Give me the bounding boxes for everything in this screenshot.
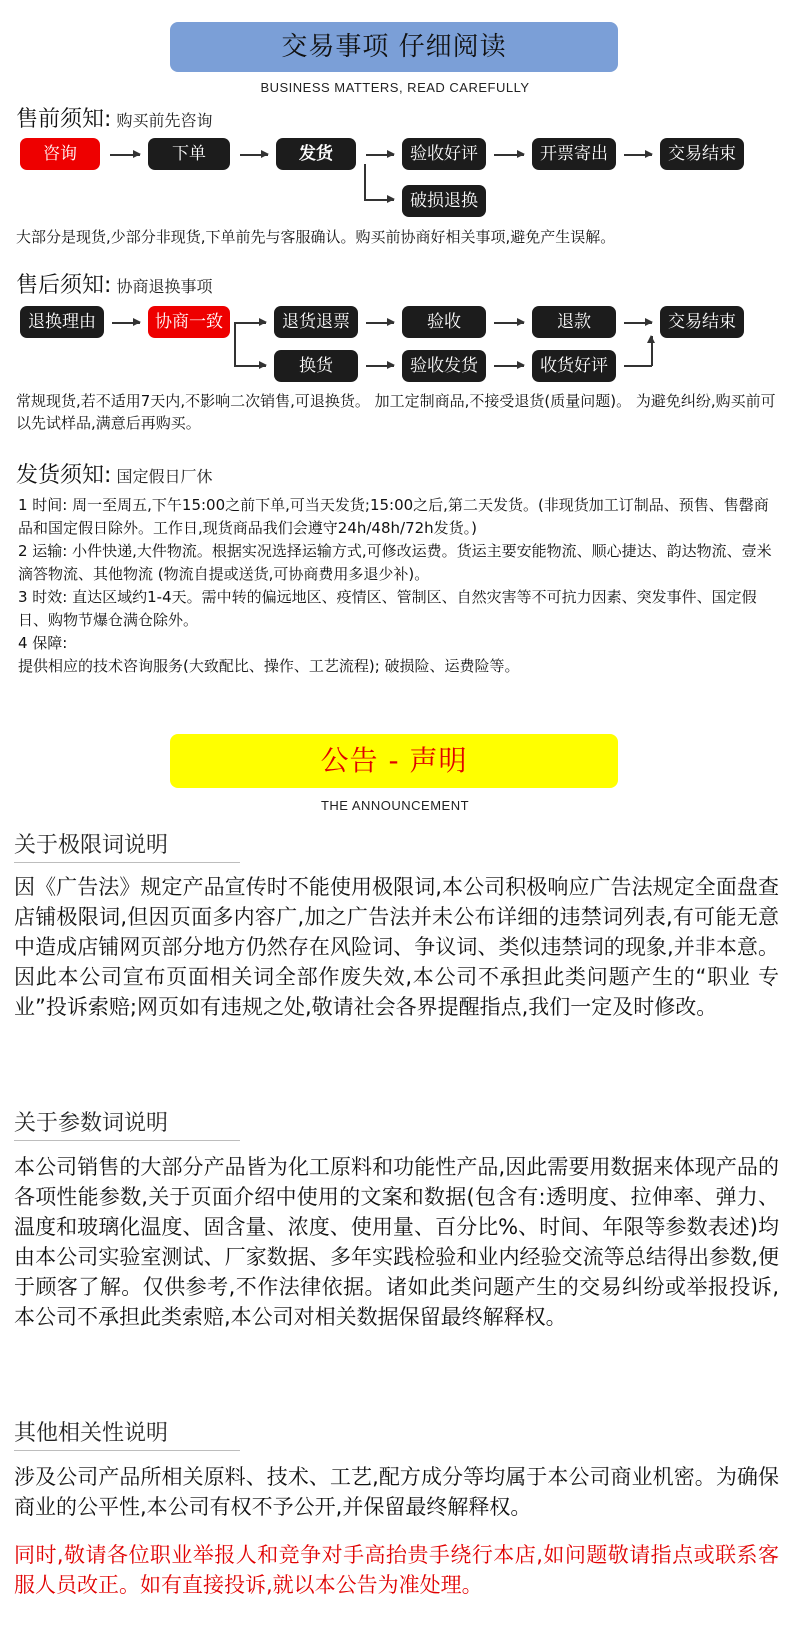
section-heading-extreme-words: 关于极限词说明 [14,833,169,858]
step-exchange: 换货 [274,350,358,382]
shipping-item-transport: 2 运输: 小件快递,大件物流。根据实况选择运输方式,可修改运费。货运主要安能物流、顺心捷达、韵达物流、壹米滴答物流、其他物流 (物流自提或送货,可协商费用多退少补)。 [18,542,772,583]
step-return-refund: 退货退票 [274,306,358,338]
step-consult: 咨询 [20,138,100,170]
branch-line [364,164,366,200]
branch-line [234,322,236,366]
arrow-right-icon [366,365,394,367]
aftersale-subheading: 协商退换事项 [116,277,213,296]
divider [14,1140,240,1141]
announcement-subtitle: THE ANNOUNCEMENT [320,798,470,813]
arrow-up-icon [651,336,653,366]
shipping-item-guarantee: 4 保障: [18,634,68,652]
step-invoice: 开票寄出 [532,138,616,170]
section-heading-parameters: 关于参数词说明 [14,1111,169,1136]
arrow-right-icon [110,154,140,156]
arrow-right-icon [366,322,394,324]
arrow-right-icon [240,154,268,156]
arrow-right-icon [236,322,266,324]
divider [14,862,240,863]
shipping-heading-row [16,458,213,489]
announcement-title: 公告 - 声明 [320,744,468,777]
divider [14,1450,240,1451]
section-body-other: 涉及公司产品所相关原料、技术、工艺,配方成分等均属于本公司商业机密。为确保商业的公平性,本公司有权不予公开,并保留最终解释权。 [14,1465,779,1519]
step-damaged: 破损退换 [402,185,486,217]
announcement-banner [170,734,618,788]
section-body-extreme-words: 因《广告法》规定产品宣传时不能使用极限词,本公司积极响应广告法规定全面盘查店铺极限词,但因页面多内容广,加之广告法并未公布详细的违禁词列表,有可能无意中造成店铺网页部分地方仍然存在风险词、争议词、类似违禁词的现象,并非本意。因此本公司宣布页面相关词全部作废失效,本公司不承担此类问题产生的“职业 专业”投诉索赔;网页如有违规之处,敬请社会各界提醒指点,我们一定及时修改。 [14,875,779,1019]
shipping-item-timing: 3 时效: 直达区域约1-4天。需中转的偏远地区、疫情区、管制区、自然灾害等不可抗力因素、突发事件、国定假日、购物节爆仓满仓除外。 [18,588,757,629]
page-title: 交易事项 仔细阅读 [281,32,507,62]
step-reason: 退换理由 [20,306,104,338]
section-body-parameters: 本公司销售的大部分产品皆为化工原料和功能性产品,因此需要用数据来体现产品的各项性能参数,关于页面介绍中使用的文案和数据(包含有:透明度、拉伸率、弹力、温度和玻璃化温度、固含量、浓度、使用量、百分比%、时间、年限等参数表述)均由本公司实验室测试、厂家数据、多年实践检验和业内经验交流等总结得出参数,便于顾客了解。仅供参考,不作法律依据。诸如此类问题产生的交易纠纷或举报投诉,本公司不承担此类索赔,本公司对相关数据保留最终解释权。 [14,1155,779,1329]
shipping-item-time: 1 时间: 周一至周五,下午15:00之前下单,可当天发货;15:00之后,第二天发货。(非现货加工订制品、预售、售罄商品和国定假日除外。工作日,现货商品我们会遵守24h/48h/72h发货。) [18,496,769,537]
aftersale-note: 常规现货,若不适用7天内,不影响二次销售,可退换货。 加工定制商品,不接受退货(质量问题)。 为避免纠纷,购买前可以先试样品,满意后再购买。 [16,392,776,432]
step-complete-after: 交易结束 [660,306,744,338]
arrow-right-icon [364,199,394,201]
arrow-right-icon [112,322,140,324]
section-heading-other: 其他相关性说明 [14,1421,169,1446]
presale-note: 大部分是现货,少部分非现货,下单前先与客服确认。购买前协商好相关事项,避免产生误解。 [16,228,616,246]
title-banner [170,22,618,72]
presale-subheading: 购买前先咨询 [116,111,213,130]
aftersale-heading: 售后须知: [16,273,112,298]
aftersale-heading-row [16,268,213,299]
arrow-right-icon [624,322,652,324]
page-subtitle: BUSINESS MATTERS, READ CAREFULLY [260,80,530,95]
shipping-list [18,494,776,678]
warning-notice: 同时,敬请各位职业举报人和竞争对手高抬贵手绕行本店,如问题敬请指点或联系客服人员改正。如有直接投诉,就以本公告为准处理。 [14,1543,779,1597]
shipping-subheading: 国定假日厂休 [116,467,213,486]
step-inspect: 验收 [402,306,486,338]
arrow-right-icon [624,154,652,156]
step-inspect-ship: 验收发货 [402,350,486,382]
presale-heading: 售前须知: [16,107,112,132]
step-order: 下单 [148,138,230,170]
step-complete: 交易结束 [660,138,744,170]
step-refund: 退款 [532,306,616,338]
arrow-right-icon [494,322,524,324]
arrow-right-icon [494,365,524,367]
arrow-right-icon [234,365,266,367]
shipping-item-guarantee-detail: 提供相应的技术咨询服务(大致配比、操作、工艺流程); 破损险、运费险等。 [18,657,520,675]
presale-heading-row [16,102,213,133]
step-ship: 发货 [276,138,356,170]
arrow-right-icon [366,154,394,156]
arrow-right-icon [494,154,524,156]
step-inspect-review: 验收好评 [402,138,486,170]
step-receive-review: 收货好评 [532,350,616,382]
step-agree: 协商一致 [148,306,230,338]
connector-line [624,365,652,367]
shipping-heading: 发货须知: [16,463,112,488]
